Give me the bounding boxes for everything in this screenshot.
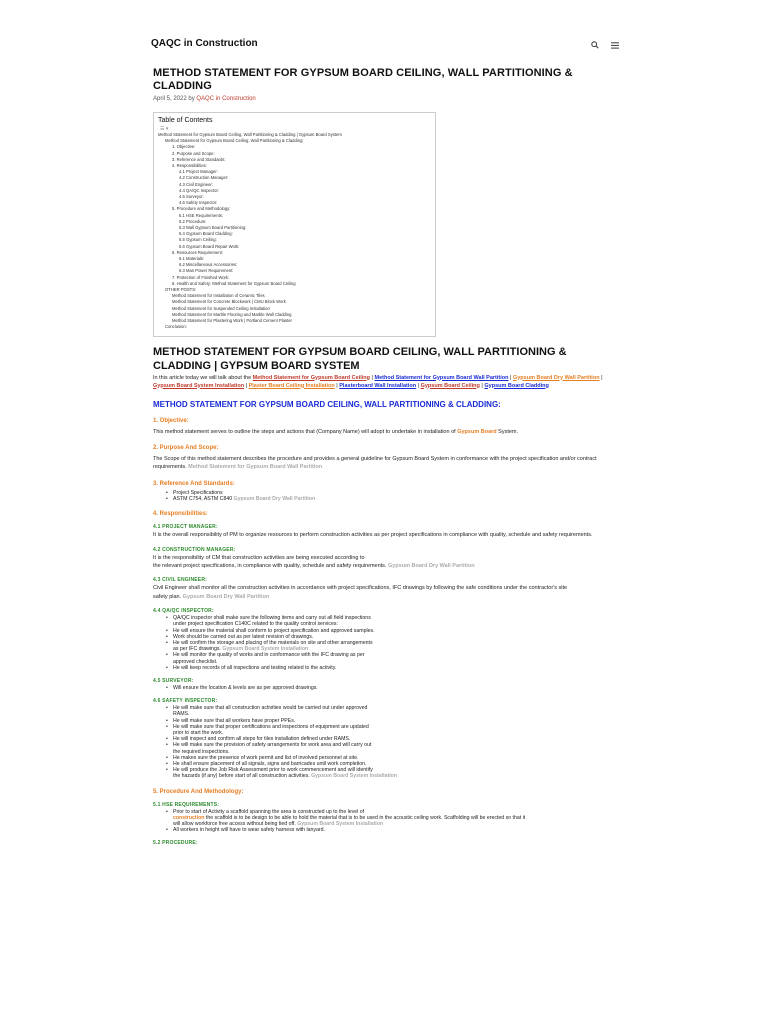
post-content — [153, 67, 613, 846]
toc-item[interactable]: Method Statement for Marble Flooring and Marble Wall Cladding — [172, 311, 292, 317]
list-item: the required inspections. — [173, 748, 230, 755]
toc-toggle-icon[interactable]: ☰ ▾ — [160, 126, 169, 132]
qaqc-list — [153, 615, 613, 671]
construction-link[interactable]: construction — [173, 814, 205, 821]
toc-item[interactable]: Method Statement for Concrete Blockwork | CMU Block Work — [172, 299, 286, 305]
list-item: • He will make sure that all workers have proper PPEs. — [153, 718, 613, 724]
toc-item[interactable]: 6.2 Miscellaneous Accessories: — [179, 262, 238, 268]
list-item: prior to start the work. — [173, 730, 224, 736]
list-item: • ASTM C754, ASTM C840 Gypsum Board Dry Wall Partition — [153, 496, 613, 502]
toc-item[interactable]: 4.6 Safety Inspector: — [179, 200, 218, 206]
list-item: • He will ensure the material shall conform to project specification and approved samples. — [153, 628, 613, 634]
link-separator: | — [479, 382, 485, 389]
toc-item[interactable]: 4.4 QA/QC Inspector: — [179, 187, 220, 193]
list-item: as per IFC drawings. Gypsum Board System Installation — [173, 646, 309, 653]
toc-item[interactable]: 7. Protection of Finished Work: — [172, 274, 230, 280]
toc-item[interactable]: 8. Health and Safety: Method Statement for Gypsum Board Ceiling — [172, 280, 296, 286]
toc-item[interactable]: Conclusion: — [165, 324, 187, 330]
table-of-contents — [153, 112, 436, 337]
post-date: April 5, 2022 — [153, 96, 187, 102]
list-item: • He will make sure that proper certifications and inspections of equipment are updated — [153, 724, 613, 730]
menu-icon[interactable] — [608, 38, 622, 52]
list-item: • He will make sure that all construction activities would be carried out under approved — [153, 705, 613, 711]
toc-item[interactable]: OTHER POSTS: — [165, 287, 197, 293]
toc-item[interactable]: 1. Objective: — [172, 144, 196, 150]
list-item: will allow workforce free access without being tied off. Gypsum Board System Installation — [173, 821, 384, 828]
toc-item[interactable]: Method Statement for Installation of Ceramic Tiles — [172, 293, 265, 299]
intro-link[interactable]: Method Statement for Gypsum Board Ceiling — [252, 374, 371, 381]
toc-item[interactable]: 4.5 Surveyor: — [179, 194, 204, 200]
keyword-tag[interactable]: Gypsum Board System Installation — [311, 773, 398, 780]
list-item: • He will monitor the quality of works and in conformance with the IFC drawing as per — [153, 652, 613, 658]
toc-title: Table of Contents — [158, 117, 213, 124]
list-item: RAMS. — [173, 711, 190, 718]
keyword-tag[interactable]: Gypsum Board Dry Wall Partition — [233, 495, 316, 502]
intro-link[interactable]: Gypsum Board System Installation — [153, 382, 245, 389]
toc-item[interactable]: Method Statement for Gypsum Board Ceiling, Wall Partitioning & Cladding: — [165, 138, 304, 144]
purpose-text: The Scope of this method statement describes the procedure and provides a general guideline for Gypsum Board System in conformance with the project specification and/or contract requirements. Method Statement for Gypsum Board Wall Partition — [153, 455, 597, 471]
reference-list — [153, 490, 613, 502]
intro-link[interactable]: Gypsum Board Cladding — [484, 382, 549, 389]
toc-item[interactable]: 6. Resources Requirement: — [172, 249, 223, 255]
keyword-tag[interactable]: Method Statement for Gypsum Board Wall Partition — [188, 464, 323, 471]
subsection-project-manager: 4.1 PROJECT MANAGER: — [153, 524, 218, 531]
subsection-procedure: 5.2 PROCEDURE: — [153, 840, 198, 847]
section-reference: 3. Reference And Standards: — [153, 480, 235, 487]
list-item: • Work should be carried out as per latest revision of drawings. — [153, 634, 613, 640]
intro-link[interactable]: Plasterboard Wall Installation — [339, 382, 417, 389]
search-icon[interactable] — [588, 38, 602, 52]
construction-manager-text: It is the responsibility of CM that construction activities are being executed according to the relevant project specifications, in compliance with quality, schedule and safety requirements. Gypsum Board Dry Wall Partition — [153, 554, 475, 569]
list-item: • He will make sure the provision of safety arrangements for work area and will carry out — [153, 742, 613, 748]
keyword-tag[interactable]: Gypsum Board Dry Wall Partition — [388, 562, 475, 569]
toc-list — [158, 132, 432, 331]
list-item: approved checklist. — [173, 658, 218, 665]
list-item: construction the scaffold is to be design to be able to hold the material that is to be used in the acoustic ceiling work. Scaffolding will be erected so that it — [173, 814, 526, 821]
intro-link[interactable]: Plaster Board Ceiling Installation — [248, 382, 335, 389]
section-responsibilities: 4. Responsibilities: — [153, 511, 208, 518]
toc-item[interactable]: 5.2 Procedure: — [179, 218, 207, 224]
toc-item[interactable]: 4. Responsibilities: — [172, 163, 207, 169]
list-item: • All workers in height will have to wear safety harness with lanyard. — [153, 827, 613, 833]
article-heading: METHOD STATEMENT FOR GYPSUM BOARD CEILING, WALL PARTITIONING & CLADDING | GYPSUM BOARD SYSTEM — [153, 345, 567, 372]
list-item: under project specification C140C related to the quality control services: — [173, 621, 338, 628]
toc-item[interactable]: 4.2 Construction Manager: — [179, 175, 229, 181]
subsection-surveyor: 4.5 SURVEYOR: — [153, 677, 194, 684]
link-separator: | — [370, 374, 375, 381]
project-manager-text: It is the overall responsibility of PM to organize resources to perform construction activities as per project specifications in compliance with quality, schedule and safety requirements. — [153, 532, 593, 539]
list-item: • He will keep records of all inspections and testing related to the activity. — [153, 665, 613, 671]
hse-list — [153, 809, 613, 834]
toc-item[interactable]: 5.4 Gypsum Board Cladding: — [179, 231, 233, 237]
list-item: the hazards (if any) before start of all construction activities. Gypsum Board System Installation — [173, 773, 398, 780]
toc-item[interactable]: 5.6 Gypsum Board Repair Work: — [179, 243, 240, 249]
post-author-link[interactable]: QAQC in Construction — [196, 96, 256, 102]
method-statement-heading: METHOD STATEMENT FOR GYPSUM BOARD CEILING, WALL PARTITIONING & CLADDING: — [153, 399, 501, 409]
keyword-tag[interactable]: Gypsum Board System Installation — [222, 646, 309, 653]
gypsum-board-link[interactable]: Gypsum Board — [457, 428, 497, 435]
toc-item[interactable]: Method Statement for Gypsum Board Ceiling, Wall Partitioning & Cladding | Gypsum Board System — [158, 132, 342, 137]
intro-link[interactable]: Gypsum Board Dry Wall Partition — [512, 374, 600, 381]
link-separator: | — [599, 374, 603, 381]
list-item: • Project Specifications — [153, 490, 613, 496]
toc-item[interactable]: 5.3 Wall Gypsum Board Partitioning: — [179, 225, 247, 231]
keyword-tag[interactable]: Gypsum Board Dry Wall Partition — [182, 593, 270, 600]
list-item: • QA/QC inspector shall make sure the following items and carry out all field inspections — [153, 615, 613, 621]
list-item: • He shall ensure placement of all signals, signs and barricades until work completion. — [153, 761, 613, 767]
post-by: by — [188, 96, 195, 102]
intro-link[interactable]: Gypsum Board Ceiling — [420, 382, 480, 389]
link-separator: | — [508, 374, 513, 381]
link-separator: | — [244, 382, 249, 389]
post-title: METHOD STATEMENT FOR GYPSUM BOARD CEILING, WALL PARTITIONING & CLADDING — [153, 67, 573, 92]
section-purpose: 2. Purpose And Scope: — [153, 444, 219, 451]
list-item: • He will produce the Job Risk Assessment prior to work commencement and will identify — [153, 767, 613, 773]
intro-prefix: In this article today we will talk about the — [153, 374, 253, 381]
toc-item[interactable]: 4.3 Civil Engineer: — [179, 181, 213, 187]
subsection-safety-inspector: 4.6 SAFETY INSPECTOR: — [153, 698, 218, 705]
link-separator: | — [334, 382, 340, 389]
toc-item[interactable]: 5. Procedure and Methodology: — [172, 206, 231, 212]
intro-link[interactable]: Method Statement for Gypsum Board Wall Partition — [374, 374, 509, 381]
toc-item[interactable]: 5.1 HSE Requirements: — [179, 212, 223, 218]
subsection-hse-requirements: 5.1 HSE REQUIREMENTS: — [153, 801, 220, 808]
article-intro — [153, 374, 613, 390]
surveyor-list — [153, 685, 613, 691]
link-separator: | — [416, 382, 421, 389]
section-objective: 1. Objective: — [153, 417, 189, 424]
list-item: • He makes sure the presence of work permit and list of involved personnel at site. — [153, 755, 613, 761]
objective-text: This method statement serves to outline the steps and actions that (Company Name) will adopt to undertake in installation of Gypsum Board System. — [153, 428, 519, 435]
civil-engineer-text: Civil Engineer shall monitor all the construction activities in accordance with project specifications, IFC drawings by following the safe conditions under the contractor's site safety plan. Gypsum Board Dry Wall Partition — [153, 585, 568, 600]
list-item: • He will inspect and confirm all steps for tiles installation defined under RAMS. — [153, 736, 613, 742]
toc-item[interactable]: 4.1 Project Manager: — [179, 169, 218, 175]
list-item: • Prior to start of Activity a scaffold spanning the area is constructed up to the level of — [153, 809, 613, 815]
subsection-civil-engineer: 4.3 CIVIL ENGINEER: — [153, 577, 207, 584]
toc-item[interactable]: Method Statement for Suspended Ceiling Installation — [172, 305, 270, 311]
subsection-qaqc-inspector: 4.4 QA/QC INSPECTOR: — [153, 608, 214, 615]
safety-list — [153, 705, 613, 779]
toc-item[interactable]: 2. Purpose and Scope: — [172, 150, 215, 156]
list-item: • He will confirm the storage and placing of the materials on site and other arrangements — [153, 640, 613, 646]
toc-item[interactable]: 6.1 Materials: — [179, 256, 205, 262]
toc-item[interactable]: Method Statement for Plastering Work | Portland Cement Plaster — [172, 318, 292, 324]
subsection-construction-manager: 4.2 CONSTRUCTION MANAGER: — [153, 546, 236, 553]
site-brand-link[interactable]: QAQC in Construction — [151, 38, 258, 49]
section-procedure: 5. Procedure And Methodology: — [153, 788, 244, 795]
post-meta — [153, 96, 613, 102]
keyword-tag[interactable]: Gypsum Board System Installation — [297, 821, 384, 828]
toc-item[interactable]: 6.3 Man Power Requirement: — [179, 268, 234, 274]
toc-item[interactable]: 3. Reference and Standards: — [172, 156, 226, 162]
list-item: • Will ensure the location & levels are as per approved drawings. — [153, 685, 613, 691]
toc-item[interactable]: 5.5 Gypsum Ceiling: — [179, 237, 217, 243]
